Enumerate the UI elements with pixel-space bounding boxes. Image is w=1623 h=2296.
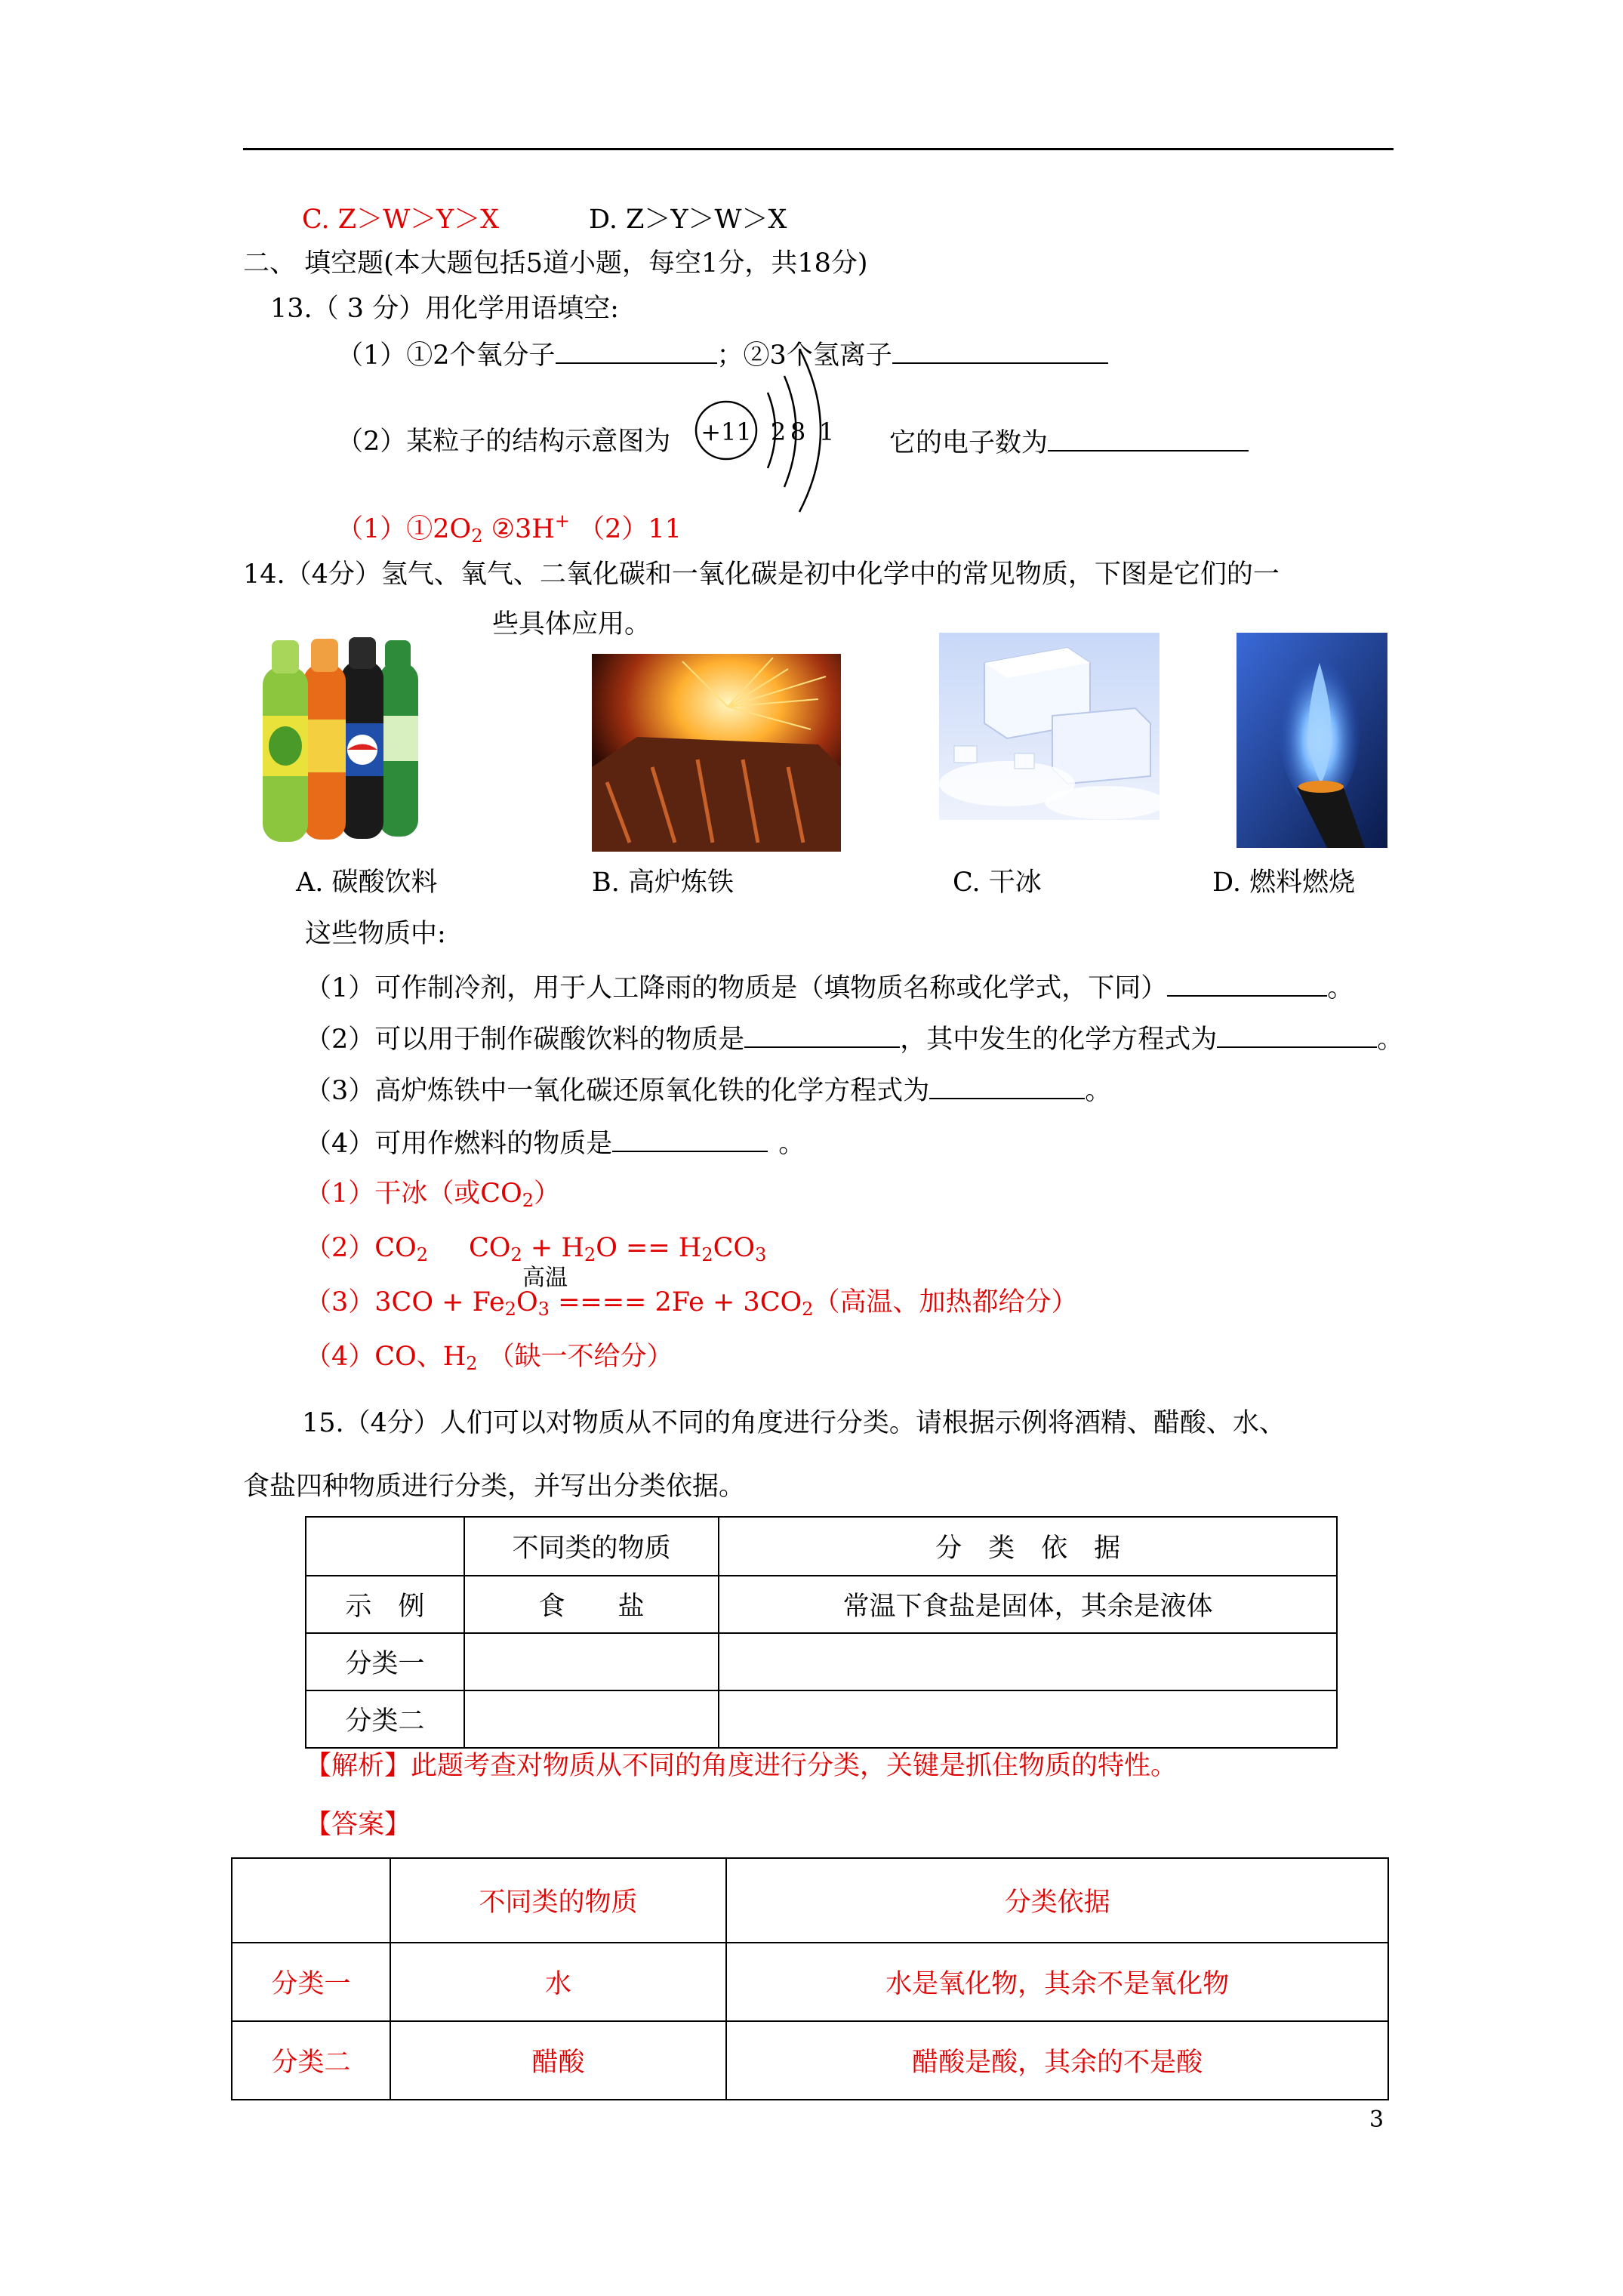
table-row	[306, 1633, 1337, 1690]
table-cell: 分 类 依 据	[719, 1517, 1337, 1576]
subscript: 2	[522, 1190, 534, 1211]
answer-text: （2）CO	[305, 1233, 417, 1263]
q14-q1-text: （1）可作制冷剂，用于人工降雨的物质是（填物质名称或化学式，下同）	[305, 973, 1168, 1003]
q13-answer-prefix: （1）①2O	[337, 514, 472, 544]
subscript: 2	[701, 1244, 713, 1265]
q14-stem-line2: 些具体应用。	[492, 609, 651, 639]
q14-stem-line1: 14.（4分）氢气、氧气、二氧化碳和一氧化碳是初中化学中的常见物质，下图是它们的一	[243, 559, 1280, 590]
dry-ice-image	[939, 633, 1160, 820]
q13-part2-b: 它的电子数为	[889, 428, 1049, 458]
q14-q4-text: （4）可用作燃料的物质是	[305, 1129, 613, 1159]
nucleus-charge: +11	[701, 418, 752, 446]
punctuation: 。	[1327, 973, 1354, 1003]
q15-analysis: 【解析】此题考查对物质从不同的角度进行分类，关键是抓住物质的特性。	[305, 1751, 1178, 1781]
table-cell: 水是氧化物，其余不是氧化物	[726, 1943, 1388, 2021]
answer-blank[interactable]	[612, 1125, 768, 1152]
answer-text: + H	[522, 1233, 584, 1263]
punctuation: 。	[778, 1129, 805, 1159]
table-cell[interactable]	[719, 1690, 1337, 1748]
soda-bottles-image	[258, 625, 454, 852]
table-row	[306, 1576, 1337, 1633]
q13-part1-b: ；②3个氢离子	[716, 341, 892, 371]
subscript: 2	[510, 1244, 522, 1265]
punctuation: 。	[1377, 1025, 1404, 1055]
table-cell[interactable]	[719, 1633, 1337, 1690]
subscript: 2	[584, 1244, 596, 1265]
q14-answer-2	[305, 1231, 766, 1265]
answer-table	[231, 1857, 1389, 2100]
caption-d: D. 燃料燃烧	[1212, 868, 1356, 898]
subscript: 2	[471, 525, 483, 547]
table-cell: 分类一	[306, 1633, 464, 1690]
table-cell: 示 例	[306, 1576, 464, 1633]
blast-furnace-image	[592, 654, 841, 852]
answer-blank[interactable]	[1048, 424, 1249, 451]
subscript: 2	[504, 1299, 516, 1320]
q14-answer-1	[305, 1176, 560, 1211]
table-cell: 食 盐	[464, 1576, 719, 1633]
q14-intro: 这些物质中:	[305, 919, 446, 949]
caption-b: B. 高炉炼铁	[592, 868, 734, 898]
subscript: 3	[755, 1244, 767, 1265]
answer-blank[interactable]	[929, 1072, 1085, 1099]
table-row	[232, 1943, 1388, 2021]
header-rule	[243, 148, 1394, 150]
q13-stem: 13.（ 3 分）用化学用语填空:	[270, 294, 619, 324]
answer-text: ）	[534, 1179, 561, 1209]
caption-a: A. 碳酸饮料	[296, 868, 438, 898]
punctuation: 。	[1085, 1076, 1112, 1106]
table-cell: 常温下食盐是固体，其余是液体	[719, 1576, 1337, 1633]
q13-part2-a: （2）某粒子的结构示意图为	[337, 427, 671, 457]
shell-electrons-3: 1	[818, 418, 835, 446]
table-cell: 水	[390, 1943, 726, 2021]
answer-text: CO	[469, 1233, 511, 1263]
table-cell: 分类依据	[726, 1858, 1388, 1943]
q13-part1-a: （1）①2个氧分子	[337, 341, 556, 371]
reaction-condition: 高温	[522, 1265, 568, 1291]
q13-answer-suffix: （2）11	[569, 514, 682, 544]
table-row	[306, 1690, 1337, 1748]
gas-flame-image	[1236, 633, 1387, 848]
table-cell: 不同类的物质	[390, 1858, 726, 1943]
q13-part2	[889, 424, 1249, 461]
table-cell: 分类二	[232, 2021, 390, 2100]
q13-answer	[337, 512, 682, 547]
subscript: 2	[416, 1244, 429, 1265]
table-cell[interactable]	[464, 1690, 719, 1748]
table-cell: 分类一	[232, 1943, 390, 2021]
q14-q2	[305, 1021, 1403, 1057]
answer-blank[interactable]	[1167, 969, 1327, 997]
table-row	[232, 2021, 1388, 2100]
shell-electrons-1: 2	[770, 418, 787, 446]
q15-stem-line2: 食盐四种物质进行分类，并写出分类依据。	[243, 1472, 746, 1502]
answer-text: O	[516, 1287, 538, 1318]
q14-q2-text-b: ，其中发生的化学方程式为	[900, 1025, 1218, 1055]
answer-text: O == H	[596, 1233, 702, 1263]
caption-c: C. 干冰	[953, 868, 1042, 898]
answer-text: （3）3CO + Fe	[305, 1287, 505, 1318]
answer-blank[interactable]	[1217, 1021, 1377, 1048]
q14-q3	[305, 1072, 1111, 1108]
table-cell[interactable]	[464, 1633, 719, 1690]
table-cell	[306, 1517, 464, 1576]
answer-text: CO	[713, 1233, 756, 1263]
table-cell: 醋酸是酸，其余的不是酸	[726, 2021, 1388, 2100]
answer-text: （4）CO、H	[305, 1342, 467, 1372]
shell-electrons-2: 8	[790, 418, 806, 446]
q12-option-d: D. Z＞Y＞W＞X	[589, 205, 787, 235]
superscript: +	[554, 510, 570, 532]
subscript: 2	[802, 1299, 814, 1320]
table-cell: 分类二	[306, 1690, 464, 1748]
q15-stem-line1: 15.（4分）人们可以对物质从不同的角度进行分类。请根据示例将酒精、醋酸、水、	[302, 1408, 1286, 1438]
subscript: 2	[466, 1353, 478, 1374]
q13-answer-mid: ②3H	[482, 514, 555, 544]
section2-header: 二、 填空题(本大题包括5道小题，每空1分，共18分)	[243, 248, 868, 279]
table-header-row	[306, 1517, 1337, 1576]
answer-text: ==== 2Fe + 3CO	[549, 1287, 802, 1318]
q12-option-c: C. Z＞W＞Y＞X	[302, 205, 500, 235]
answer-text: （1）干冰（或CO	[305, 1179, 522, 1209]
answer-text: （高温、加热都给分）	[813, 1287, 1078, 1318]
table-cell: 醋酸	[390, 2021, 726, 2100]
classification-table	[305, 1516, 1338, 1749]
table-cell: 不同类的物质	[464, 1517, 719, 1576]
q14-answer-3	[305, 1285, 1077, 1320]
answer-blank[interactable]	[744, 1021, 900, 1048]
answer-text: （缺一不给分）	[488, 1342, 673, 1372]
page-number: 3	[1369, 2106, 1384, 2133]
q14-q4	[305, 1125, 805, 1161]
atomic-structure-diagram	[683, 332, 857, 513]
q14-q3-text: （3）高炉炼铁中一氧化碳还原氧化铁的化学方程式为	[305, 1076, 930, 1106]
q14-q1	[305, 969, 1354, 1006]
q15-answer-label: 【答案】	[305, 1810, 411, 1840]
answer-blank[interactable]	[892, 337, 1108, 364]
subscript: 3	[537, 1299, 550, 1320]
q14-answer-4	[305, 1339, 673, 1374]
table-cell	[232, 1858, 390, 1943]
q14-q2-text-a: （2）可以用于制作碳酸饮料的物质是	[305, 1025, 745, 1055]
table-header-row	[232, 1858, 1388, 1943]
